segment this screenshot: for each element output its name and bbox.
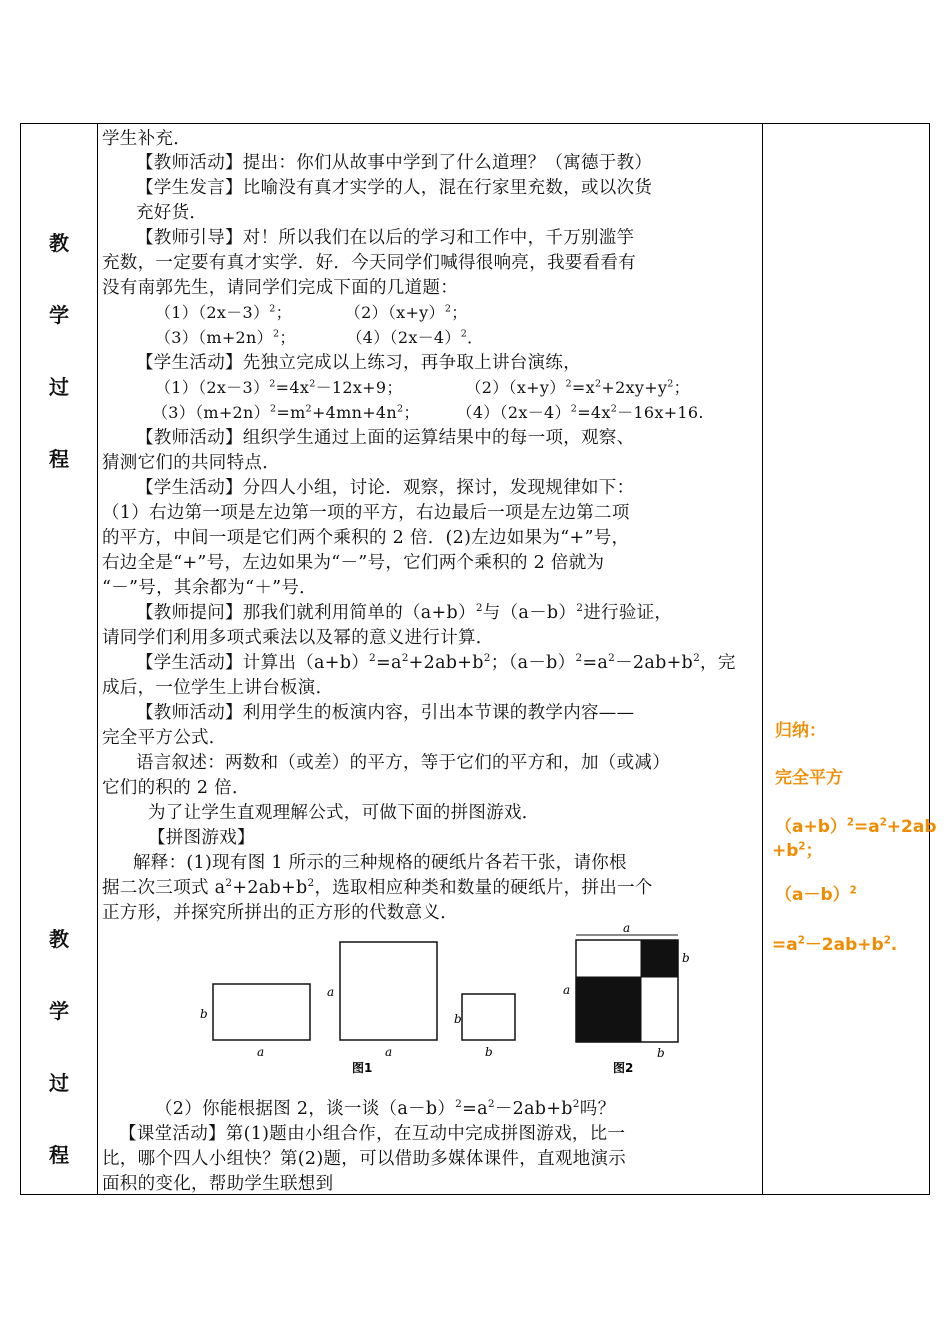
label-b: b [657,1046,665,1060]
text-line: 面积的变化，帮助学生联想到 [102,1174,334,1194]
text-line: 充好货． [136,203,208,223]
text-line: 【课堂活动】第(1)题由小组合作，在互动中完成拼图游戏，比一 [119,1124,626,1144]
text-line: 没有南郭先生，请同学们完成下面的几道题： [102,278,458,298]
text-line: 语言叙述：两数和（或差）的平方，等于它们的平方和，加（或减） [136,753,670,773]
label-a: a [257,1045,265,1059]
text-line: 学生补充． [102,129,191,149]
text-line: “－”号，其余都为“＋”号． [102,578,317,598]
text-line: 【学生活动】分四人小组，讨论．观察，探讨，发现规律如下： [136,478,635,498]
text-line: 比，哪个四人小组快？第(2)题，可以借助多媒体课件，直观地演示 [102,1149,627,1169]
formula-sum: $(a+b)^2=a^2+2ab$ [775,817,937,837]
text-line: 完全平方公式． [102,728,227,748]
formula-diff: $(a-b)^2$ [775,885,857,905]
text-line: 成后，一位学生上讲台板演． [102,678,334,698]
label-a: a [563,983,571,997]
text-line: （2）你能根据图 2，谈一谈$(a-b)^2=a^2-2ab+b^2$吗？ [155,1098,616,1119]
answer-line-1: $(1)(2x-3)^2=4x^2-12x+9$； $(2)(x+y)^2=x^2+2xy+y^2$； [155,378,690,397]
label-b: b [485,1045,493,1059]
text-line: 【教师活动】组织学生通过上面的运算结果中的每一项，观察、 [136,428,635,448]
text-line: 【教师引导】对！所以我们在以后的学习和工作中，千万别滥竽 [136,228,635,248]
formula-diff-result: $=a^2-2ab+b^2$. [772,935,898,955]
section-label-teaching-process: 教 学 过 程 [49,231,69,471]
label-b: b [200,1007,208,1021]
label-b: b [682,951,690,965]
answer-line-2: $(3)(m+2n)^2=m^2+4mn+4n^2$； $(4)(2x-4)^2=4x^2-16x+16$. [152,403,704,422]
summary-title: 归纳： [775,721,826,741]
formula-sum-cont: $+b^2$； [772,841,823,861]
figure-1-caption: 图1 [352,1061,373,1075]
text-line: 解释：(1)现有图 1 所示的三种规格的硬纸片各若干张，请你根 [133,853,627,873]
text-line: 猜测它们的共同特点． [102,453,280,473]
shaded-region-a-minus-b-squared [576,977,641,1042]
text-line: 它们的积的 2 倍． [102,778,250,798]
text-line: 【学生活动】先独立完成以上练习，再争取上讲台演练， [136,353,581,373]
shaded-region-b-squared [641,940,678,977]
text-line: 请同学们利用多项式乘法以及幂的意义进行计算． [102,628,494,648]
label-a: a [385,1045,393,1059]
text-line: 【学生发言】比喻没有真才实学的人，混在行家里充数，或以次货 [136,178,653,198]
square-b [462,994,515,1040]
text-line: 右边全是“+”号，左边如果为“－”号，它们两个乘积的 2 倍就为 [102,553,605,573]
text-line: 的平方，中间一项是它们两个乘积的 2 倍．(2)左边如果为“+”号， [102,528,630,548]
text-line: 充数，一定要有真才实学．好．今天同学们喊得很响亮，我要看看有 [102,253,636,273]
text-line: 【教师活动】提出：你们从故事中学到了什么道理？（寓德于教） [136,153,653,173]
text-line: （1）右边第一项是左边第一项的平方，右边最后一项是左边第二项 [102,503,630,523]
exercise-line-2: $(3)(m+2n)^2$； $(4)(2x-4)^2$． [155,328,484,347]
puzzle-figure [195,920,725,1085]
formula-name: 完全平方 [775,768,843,788]
text-line: 【拼图游戏】 [148,828,255,848]
figure-2-caption: 图2 [613,1061,634,1075]
label-b: b [454,1012,462,1026]
text-line: 正方形，并探究所拼出的正方形的代数意义． [102,903,458,923]
rectangle-ab [213,984,310,1040]
text-line: 据二次三项式 $a^2+2ab+b^2$，选取相应种类和数量的硬纸片，拼出一个 [102,877,653,898]
column-divider-left [97,124,98,1194]
text-line: 为了让学生直观理解公式，可做下面的拼图游戏． [148,803,540,823]
text-line: 【教师提问】那我们就利用简单的$(a+b)^2$与$(a-b)^2$进行验证， [136,602,673,623]
label-a: a [623,921,631,935]
exercise-line-1: $(1)(2x-3)^2$； $(2)(x+y)^2$； [155,303,468,322]
section-label-teaching-process-2: 教 学 过 程 [49,927,69,1167]
label-a: a [327,985,335,999]
text-line: 【教师活动】利用学生的板演内容，引出本节课的教学内容—— [136,703,635,723]
square-a [340,942,437,1040]
text-line: 【学生活动】计算出$(a+b)^2=a^2+2ab+b^2$；$(a-b)^2=a^2-2ab+b^2$，完 [136,652,736,673]
